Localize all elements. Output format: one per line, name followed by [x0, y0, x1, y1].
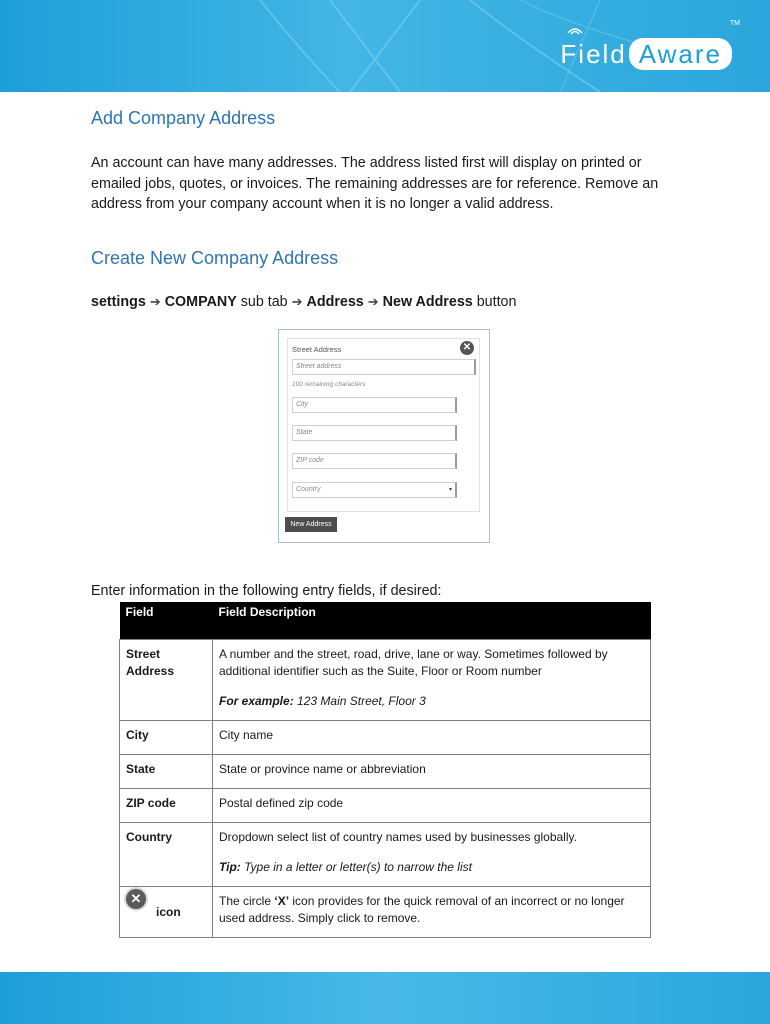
remaining-characters-hint: 100 remaining characters — [292, 381, 366, 388]
table-row — [120, 755, 651, 789]
header-field: Field — [120, 602, 213, 640]
navigation-path — [91, 294, 516, 310]
fieldaware-logo — [560, 38, 732, 70]
table-row — [120, 640, 651, 721]
address-form-screenshot — [278, 329, 490, 543]
table-row — [120, 823, 651, 887]
field-description: Postal defined zip code — [213, 789, 651, 823]
path-subtab: sub tab — [240, 294, 288, 310]
description-pre: The circle — [219, 894, 275, 908]
intro-paragraph: An account can have many addresses. The address listed first will display on printed or emailed jobs, quotes, or invoices. The remaining addresses are for reference. Remove an address from your company account when it is no longer a valid address. — [91, 155, 659, 212]
field-description: City name — [213, 721, 651, 755]
tip-note — [219, 859, 644, 876]
description-text: Dropdown select list of country names used by businesses globally. — [219, 830, 577, 844]
icon-label: icon — [156, 905, 181, 919]
description-bold: ‘X’ — [274, 894, 290, 908]
field-name: Country — [120, 823, 213, 887]
table-row — [120, 789, 651, 823]
description-text: A number and the street, road, drive, lane or way. Sometimes followed by additional identifier such as the Suite, Floor or Room number — [219, 647, 608, 678]
logo-text-aware: Aware — [629, 38, 732, 70]
table-row — [120, 887, 651, 938]
description-post: icon provides for the quick removal of an incorrect or no longer used address. Simply click to remove. — [219, 894, 625, 925]
field-description: State or province name or abbreviation — [213, 755, 651, 789]
logo-text-field: Field — [560, 38, 627, 69]
state-input[interactable]: State — [292, 425, 457, 441]
field-description — [213, 823, 651, 887]
city-input[interactable]: City — [292, 397, 457, 413]
field-name: City — [120, 721, 213, 755]
field-name — [120, 887, 213, 938]
footer-banner — [0, 972, 770, 1024]
path-new-address: New Address — [382, 294, 473, 310]
zip-code-input[interactable]: ZIP code — [292, 453, 457, 469]
close-icon: ✕ — [126, 889, 146, 909]
wifi-icon — [566, 24, 584, 36]
table-header-row — [120, 602, 651, 640]
field-description-table — [119, 602, 651, 938]
note-text: 123 Main Street, Floor 3 — [293, 694, 426, 708]
entry-fields-intro: Enter information in the following entry fields, if desired: — [91, 583, 442, 599]
chevron-down-icon: ▾ — [448, 487, 452, 493]
path-company: COMPANY — [164, 294, 237, 310]
field-name: Street Address — [120, 640, 213, 721]
heading-create-new-address: Create New Company Address — [91, 248, 339, 268]
path-address: Address — [306, 294, 364, 310]
trademark-mark: TM — [729, 20, 740, 27]
field-description — [213, 887, 651, 938]
heading-add-company-address: Add Company Address — [91, 108, 276, 128]
note-text: Type in a letter or letter(s) to narrow the list — [240, 860, 472, 874]
street-address-label: Street Address — [292, 345, 342, 354]
header-field-description: Field Description — [213, 602, 651, 640]
country-select[interactable] — [292, 482, 457, 498]
table-row — [120, 721, 651, 755]
field-name: ZIP code — [120, 789, 213, 823]
header-banner — [0, 0, 770, 92]
close-icon[interactable]: ✕ — [460, 341, 474, 355]
new-address-button[interactable]: New Address — [285, 517, 337, 532]
field-description — [213, 640, 651, 721]
country-select-value: Country — [296, 486, 321, 493]
street-address-input[interactable]: Street address — [292, 359, 476, 375]
note-label: For example: — [219, 694, 294, 708]
example-note — [219, 693, 644, 710]
path-settings: settings — [91, 294, 146, 310]
arrow-icon: ➔ — [149, 294, 161, 309]
arrow-icon: ➔ — [291, 294, 303, 309]
note-label: Tip: — [219, 860, 241, 874]
path-button-word: button — [476, 294, 517, 310]
arrow-icon: ➔ — [367, 294, 379, 309]
field-name: State — [120, 755, 213, 789]
address-form-panel — [287, 338, 480, 512]
